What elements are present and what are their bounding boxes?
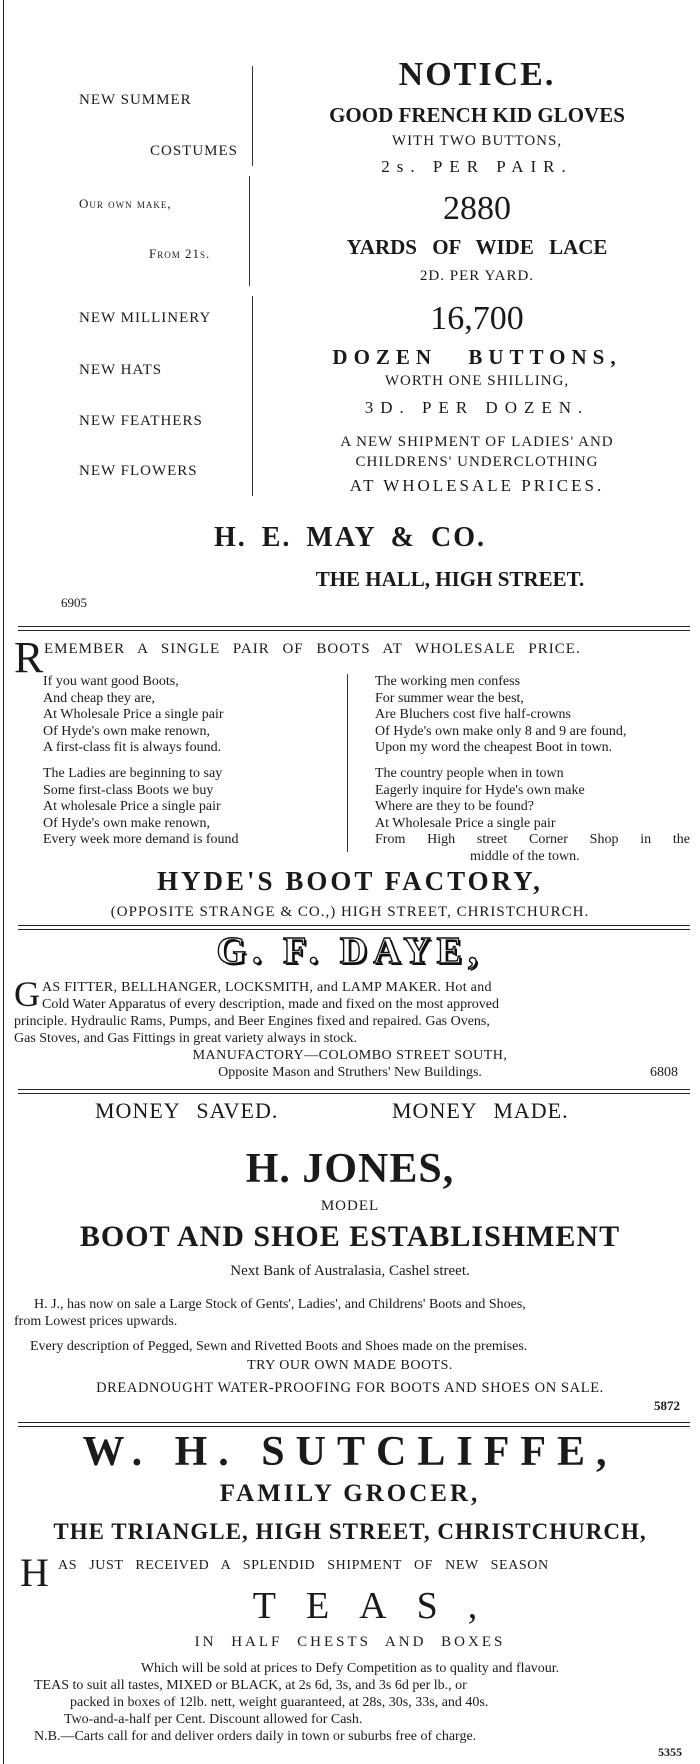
divider <box>18 1089 690 1094</box>
firm-address: THE HALL, HIGH STREET. <box>315 567 585 591</box>
jones-try: TRY OUR OWN MADE BOOTS. <box>247 1358 453 1373</box>
money-saved: MONEY SAVED. <box>95 1098 279 1123</box>
daye-name: G. F. DAYE, <box>216 930 484 972</box>
verse-left-1 <box>43 674 224 757</box>
drop-cap: G <box>14 974 40 1014</box>
gloves-heading: GOOD FRENCH KID GLOVES <box>329 103 625 127</box>
verse-line: Upon my word the cheapest Boot in town. <box>375 740 613 756</box>
teas-heading: TEAS, <box>252 1585 508 1627</box>
jones-stock-2: from Lowest prices upwards. <box>14 1314 178 1329</box>
verse-line: If you want good Boots, <box>43 674 179 689</box>
gloves-price: 2s. PER PAIR. <box>381 157 573 176</box>
money-made: MONEY MADE. <box>392 1098 569 1123</box>
verse-left-2 <box>43 766 239 849</box>
notice-heading: NOTICE. <box>398 56 556 93</box>
brace-line-1 <box>252 66 253 166</box>
wholesale-line: AT WHOLESALE PRICES. <box>349 476 605 495</box>
verse-line: Some first-class Boots we buy <box>43 782 214 798</box>
sutcliffe-name: W. H. SUTCLIFFE, <box>82 1429 618 1475</box>
sutcliffe-trade: FAMILY GROCER, <box>219 1480 481 1507</box>
verse-line: Eagerly inquire for Hyde's own make <box>375 782 585 798</box>
ad-ref-number: 6808 <box>650 1065 678 1080</box>
verse-line: Of Hyde's own make renown, <box>43 815 210 831</box>
verse-line: For summer wear the best, <box>375 690 524 706</box>
verse-right-1 <box>375 674 626 757</box>
shipment-line-2: CHILDRENS' UNDERCLOTHING <box>355 454 599 470</box>
brace-line-2 <box>249 176 250 286</box>
left-item-6: NEW HATS <box>79 362 163 378</box>
verse-line: The country people when in town <box>375 766 564 781</box>
jones-establishment: BOOT AND SHOE ESTABLISHMENT <box>79 1220 621 1253</box>
drop-cap: R <box>14 633 44 682</box>
verse-line: Of Hyde's own make only 8 and 9 are found, <box>375 723 627 739</box>
verse-right-2 <box>375 766 690 866</box>
sutcliffe-line-1: Which will be sold at prices to Defy Competition as to quality and flavour. <box>140 1661 560 1676</box>
daye-line-1: AS FITTER, BELLHANGER, LOCKSMITH, and LAMP MAKER. Hot and <box>42 980 492 995</box>
hyde-firm-name: HYDE'S BOOT FACTORY, <box>157 866 543 896</box>
firm-name: H. E. MAY & CO. <box>213 522 487 553</box>
sutcliffe-address: THE TRIANGLE, HIGH STREET, CHRISTCHURCH, <box>53 1519 647 1544</box>
gloves-sub: WITH TWO BUTTONS, <box>391 133 563 149</box>
daye-opposite: Opposite Mason and Struthers' New Buildings. <box>218 1065 482 1080</box>
brace-line-3 <box>252 296 253 496</box>
left-item-8: NEW FLOWERS <box>79 463 198 479</box>
verse-line: The Ladies are beginning to say <box>43 766 223 781</box>
left-item-5: NEW MILLINERY <box>79 310 212 326</box>
daye-line-3: principle. Hydraulic Rams, Pumps, and Beer Engines fixed and repaired. Gas Ovens, <box>14 1014 490 1029</box>
lace-price: 2D. PER YARD. <box>419 268 535 284</box>
verse-line: The working men confess <box>375 674 521 689</box>
ad-ref-number: 5872 <box>654 1398 680 1413</box>
ad-ref-number: 5355 <box>658 1745 682 1759</box>
left-item-1: NEW SUMMER <box>79 92 192 108</box>
divider <box>18 626 690 631</box>
sutcliffe-boxes: IN HALF CHESTS AND BOXES <box>194 1634 506 1650</box>
daye-line-2: Cold Water Apparatus of every description, made and fixed on the most approved <box>42 997 499 1012</box>
shipment-line-1: A NEW SHIPMENT OF LADIES' AND <box>340 434 614 450</box>
verse-line: A first-class fit is always found. <box>43 740 222 756</box>
hyde-address: (OPPOSITE STRANGE & CO.,) HIGH STREET, CHRISTCHURCH. <box>110 904 590 920</box>
verse-line: At wholesale Price a single pair <box>43 799 221 815</box>
sutcliffe-line-5: N.B.—Carts call for and deliver orders daily in town or suburbs free of charge. <box>34 1729 477 1744</box>
verse-line: Are Bluchers cost five half-crowns <box>375 707 571 723</box>
buttons-quantity: 16,700 <box>430 300 524 337</box>
jones-name: H. JONES, <box>245 1146 455 1192</box>
jones-dreadnought: DREADNOUGHT WATER-PROOFING FOR BOOTS AND SHOES ON SALE. <box>96 1380 604 1396</box>
sutcliffe-line-4: Two-and-a-half per Cent. Discount allowed for Cash. <box>64 1712 363 1727</box>
ad-ref-number: 6905 <box>61 595 87 610</box>
jones-model: MODEL <box>320 1198 380 1214</box>
daye-manufactory: MANUFACTORY—COLOMBO STREET SOUTH, <box>192 1048 508 1063</box>
verse-line: From High street Corner Shop in the <box>375 832 690 848</box>
verse-line: Where are they to be found? <box>375 799 534 815</box>
verse-line: middle of the town. <box>470 848 580 864</box>
left-item-2: COSTUMES <box>150 143 239 159</box>
sutcliffe-received: AS JUST RECEIVED A SPLENDID SHIPMENT OF NEW SEASON <box>58 1558 549 1573</box>
jones-address: Next Bank of Australasia, Cashel street. <box>230 1263 470 1279</box>
verse-line: At Wholesale Price a single pair <box>375 815 556 831</box>
verse-line: Of Hyde's own make renown, <box>43 723 210 739</box>
lace-heading: YARDS OF WIDE LACE <box>346 235 608 259</box>
hyde-headline: EMEMBER A SINGLE PAIR OF BOOTS AT WHOLESALE PRICE. <box>44 641 581 657</box>
left-item-7: NEW FEATHERS <box>79 413 203 429</box>
verse-line: At Wholesale Price a single pair <box>43 707 224 723</box>
buttons-heading: DOZEN BUTTONS, <box>332 345 622 369</box>
jones-every: Every description of Pegged, Sewn and Rivetted Boots and Shoes made on the premises. <box>30 1339 528 1354</box>
left-item-4: From 21s. <box>149 246 211 261</box>
verse-column-divider <box>347 674 348 852</box>
jones-stock-1: H. J., has now on sale a Large Stock of Gents', Ladies', and Childrens' Boots and Shoes, <box>34 1297 526 1312</box>
verse-line: Every week more demand is found <box>43 832 239 848</box>
divider <box>18 1422 690 1427</box>
daye-line-4: Gas Stoves, and Gas Fittings in great variety always in stock. <box>14 1031 357 1046</box>
lace-quantity: 2880 <box>443 190 511 227</box>
sutcliffe-line-3: packed in boxes of 12lb. nett, weight guaranteed, at 28s, 30s, 33s, and 40s. <box>70 1695 489 1710</box>
buttons-worth: WORTH ONE SHILLING, <box>384 373 570 389</box>
buttons-price: 3D. PER DOZEN. <box>364 398 590 417</box>
sutcliffe-line-2: TEAS to suit all tastes, MIXED or BLACK, at 2s 6d, 3s, and 3s 6d per lb., or <box>34 1678 467 1693</box>
drop-cap: H <box>20 1550 49 1595</box>
left-item-3: Our own make, <box>79 196 172 211</box>
verse-line: And cheap they are, <box>43 690 155 706</box>
